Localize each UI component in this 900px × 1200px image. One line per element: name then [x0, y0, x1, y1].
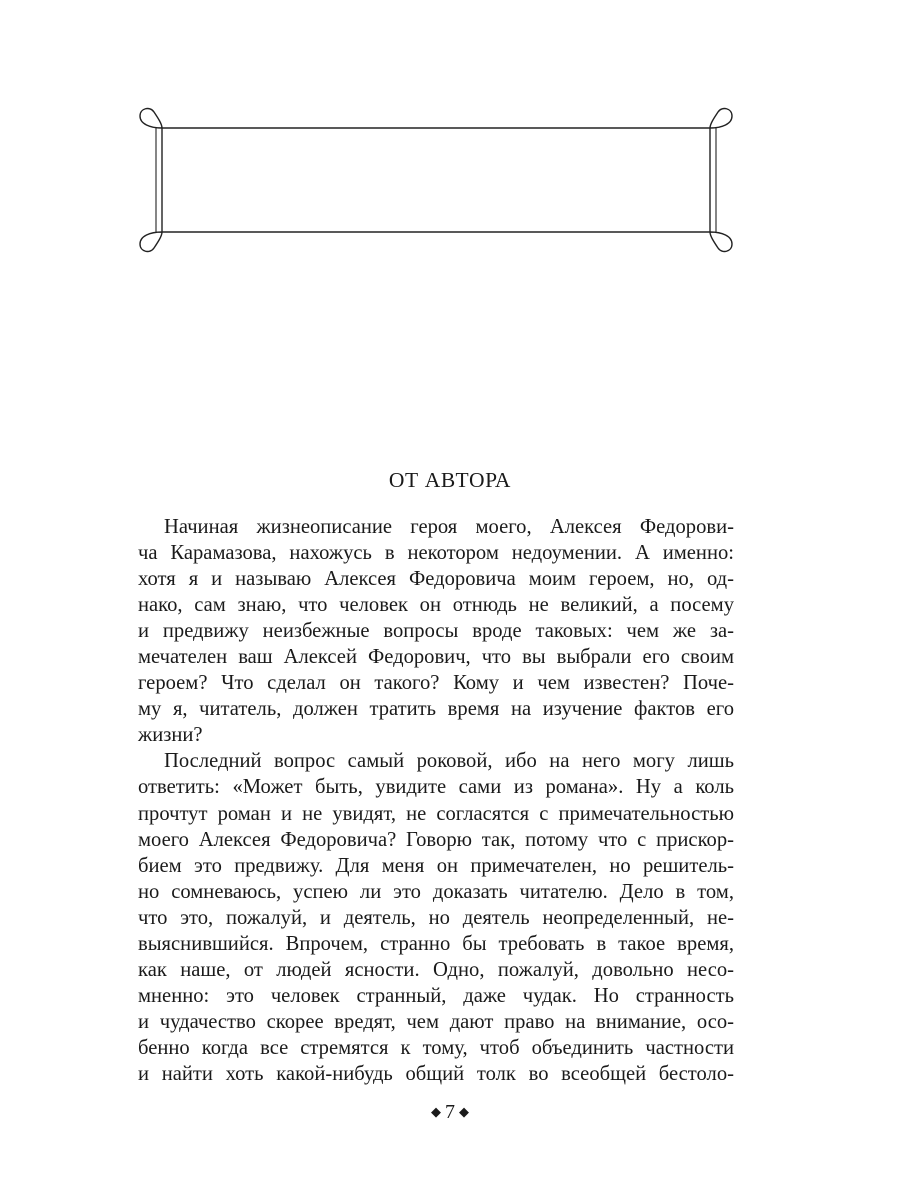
text-line: ответить: «Может быть, увидите сами из романа». Ну а коль: [138, 776, 734, 799]
left-diamond-icon: ◆: [431, 1104, 441, 1119]
text-line: и чудачество скорее вредят, чем дают право на внимание, осо-: [138, 1010, 734, 1033]
text-line: прочтут роман и не увидят, не согласятся с примечательностью: [138, 802, 734, 825]
text-line: как наше, от людей ясности. Одно, пожалуй, довольно несо-: [138, 958, 734, 981]
text-line: Последний вопрос самый роковой, ибо на него могу лишь: [164, 750, 734, 773]
text-line: хотя я и называю Алексея Федоровича моим героем, но, од-: [138, 568, 734, 591]
decorative-frame: [136, 104, 736, 256]
text-line: мечателен ваш Алексей Федорович, что вы выбрали его своим: [138, 646, 734, 669]
text-line: жизни?: [138, 724, 203, 747]
text-line: бием это предвижу. Для меня он примечателен, но решитель-: [138, 854, 734, 877]
right-diamond-icon: ◆: [459, 1104, 469, 1119]
text-line: и предвижу неизбежные вопросы вроде таковых: чем же за-: [138, 620, 734, 643]
text-line: мненно: это человек странный, даже чудак. Но странность: [138, 984, 734, 1007]
corner-flourish-top-right: [710, 109, 732, 128]
chapter-title: ОТ АВТОРА: [388, 468, 512, 492]
corner-flourish-bottom-right: [710, 232, 732, 251]
text-line: Начиная жизнеописание героя моего, Алексея Федорови-: [164, 516, 734, 538]
frame-border: [162, 128, 710, 232]
text-line: но сомневаюсь, успею ли это доказать читателю. Дело в том,: [138, 880, 734, 903]
corner-flourish-top-left: [140, 109, 162, 128]
page-number: [0, 1101, 900, 1124]
body-text: [138, 514, 734, 1087]
text-line: героем? Что сделал он такого? Кому и чем известен? Поче-: [138, 672, 734, 695]
text-line: выяснившийся. Впрочем, странно бы требовать в такое время,: [138, 932, 734, 955]
text-line: му я, читатель, должен тратить время на изучение фактов его: [138, 698, 734, 721]
text-line: ча Карамазова, нахожусь в некотором недоумении. А именно:: [138, 542, 734, 565]
paragraph: [138, 748, 734, 1087]
text-line: и найти хоть какой-нибудь общий толк во всеобщей бестоло-: [138, 1062, 734, 1085]
corner-flourish-bottom-left: [140, 232, 162, 251]
paragraph: [138, 514, 734, 748]
text-line: бенно когда все стремятся к тому, чтоб объединить частности: [138, 1036, 734, 1059]
text-line: нако, сам знаю, что человек он отнюдь не великий, а посему: [138, 594, 734, 617]
page-number-value: 7: [445, 1101, 455, 1123]
text-line: что это, пожалуй, и деятель, но деятель неопределенный, не-: [138, 906, 734, 929]
text-line: моего Алексея Федоровича? Говорю так, потому что с прискор-: [138, 828, 734, 851]
